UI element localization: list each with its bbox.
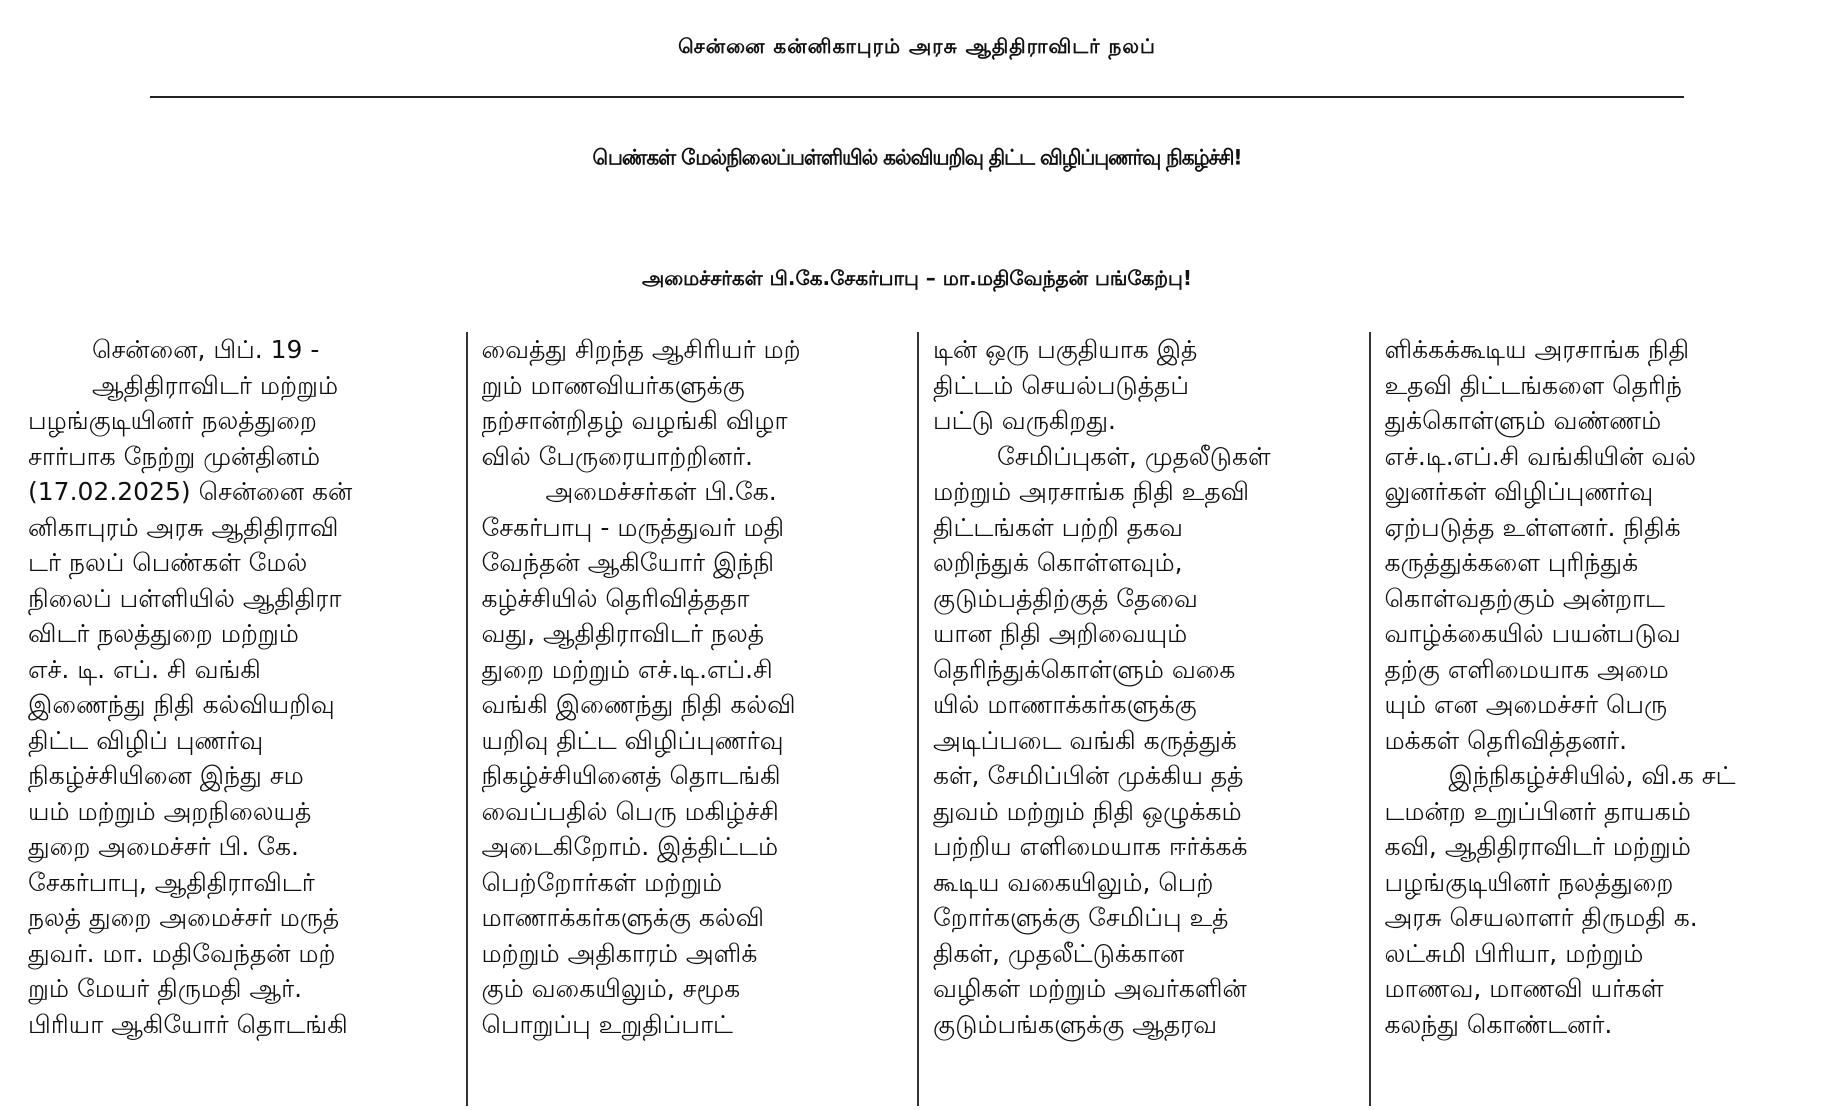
article-line: பழங்குடியினர் நலத்துறை xyxy=(28,406,317,435)
article-line: பழங்குடியினர் நலத்துறை xyxy=(1384,867,1674,897)
article-line: மாணவ, மாணவி யர்கள் xyxy=(1384,974,1664,1003)
article-line: நிகழ்ச்சியினை இந்து சம xyxy=(28,761,304,790)
article-line: துக்கொள்ளும் வண்ணம் xyxy=(1384,406,1662,435)
article-line: மற்றும் அரசாங்க நிதி உதவி xyxy=(933,477,1250,506)
article-line: குடும்பத்திற்குத் தேவை xyxy=(933,583,1198,613)
article-line: எச்.டி.எப்.சி வங்கியின் வல் xyxy=(1384,441,1697,471)
article-line: அடிப்படை வங்கி கருத்துக் xyxy=(933,725,1237,755)
article-column-2 xyxy=(466,332,918,1106)
article-line: வங்கி இணைந்து நிதி கல்வி xyxy=(481,690,796,719)
article-line: மக்கள் தெரிவித்தனர். xyxy=(1384,725,1628,755)
article-line: அமைச்சர்கள் பி.கே. xyxy=(545,477,777,506)
article-line: கும் வகையிலும், சமூக xyxy=(481,974,741,1003)
article-line: அடைகிறோம். இத்திட்டம் xyxy=(481,832,779,861)
article-line: நலத் துறை அமைச்சர் மருத் xyxy=(28,903,340,932)
article-line: குடும்பங்களுக்கு ஆதரவ xyxy=(933,1009,1217,1039)
article-line: வேந்தன் ஆகியோர் இந்நி xyxy=(481,548,775,577)
article-line: கலந்து கொண்டனர். xyxy=(1384,1009,1613,1039)
headline-line-2: பெண்கள் மேல்நிலைப்பள்ளியில் கல்வியறிவு திட்ட விழிப்புணர்வு நிகழ்ச்சி! xyxy=(592,144,1242,170)
article-line: சென்னை, பிப். 19 - xyxy=(92,335,320,364)
article-line: நிகழ்ச்சியினைத் தொடங்கி xyxy=(481,761,781,790)
article-line: அரசு செயலாளர் திருமதி க. xyxy=(1384,903,1698,932)
article-line: கூடிய வகையிலும், பெற் xyxy=(933,867,1214,897)
article-line: பிரியா ஆகியோர் தொடங்கி xyxy=(28,1009,348,1039)
article-line: கள், சேமிப்பின் முக்கிய தத் xyxy=(933,761,1244,790)
headline-line-1: சென்னை கன்னிகாபுரம் அரசு ஆதிதிராவிடர் நலப் xyxy=(678,34,1156,58)
article-line: (17.02.2025) சென்னை கன் xyxy=(28,477,353,506)
article-line: யில் மாணாக்கர்களுக்கு xyxy=(933,690,1197,719)
article-line: உதவி திட்டங்களை தெரிந் xyxy=(1384,370,1682,400)
article-line: நற்சான்றிதழ் வழங்கி விழா xyxy=(481,406,788,435)
article-line: யும் என அமைச்சர் பெரு xyxy=(1384,690,1668,719)
article-line: வழிகள் மற்றும் அவர்களின் xyxy=(933,974,1247,1003)
article-line: வைத்து சிறந்த ஆசிரியர் மற் xyxy=(481,335,801,364)
article-line: மாணாக்கர்களுக்கு கல்வி xyxy=(481,903,765,932)
article-line: தற்கு எளிமையாக அமை xyxy=(1384,654,1669,684)
article-line: சேகர்பாபு, ஆதிதிராவிடர் xyxy=(28,867,315,897)
article-line: கவி, ஆதிதிராவிடர் மற்றும் xyxy=(1384,832,1691,861)
article-line: மற்றும் அதிகாரம் அளிக் xyxy=(481,938,758,968)
article-line: விடர் நலத்துறை மற்றும் xyxy=(28,619,299,648)
article-line: சேகர்பாபு - மருத்துவர் மதி xyxy=(481,512,785,542)
article-column-3 xyxy=(917,332,1369,1106)
article-line: வது, ஆதிதிராவிடர் நலத் xyxy=(481,619,764,648)
article-line: யம் மற்றும் அறநிலையத் xyxy=(28,796,312,826)
article-line: தெரிந்துக்கொள்ளும் வகை xyxy=(933,654,1236,684)
article-line: லுனர்கள் விழிப்புணர்வு xyxy=(1384,477,1654,506)
headline-line-3: அமைச்சர்கள் பி.கே.சேகர்பாபு – மா.மதிவேந்தன் பங்கேற்பு! xyxy=(642,266,1192,290)
article-line: துவம் மற்றும் நிதி ஒழுக்கம் xyxy=(933,796,1242,826)
article-line: டின் ஒரு பகுதியாக இத் xyxy=(933,335,1198,364)
article-line: துறை அமைச்சர் பி. கே. xyxy=(28,832,299,861)
article-line: யறிவு திட்ட விழிப்புணர்வு xyxy=(481,725,784,755)
article-line: துவர். மா. மதிவேந்தன் மற் xyxy=(28,938,336,968)
article-line: நிலைப் பள்ளியில் ஆதிதிரா xyxy=(28,583,342,613)
article-line: யான நிதி அறிவையும் xyxy=(933,619,1188,648)
article-line: திகள், முதலீட்டுக்கான xyxy=(933,938,1185,968)
article-line: வாழ்க்கையில் பயன்படுவ xyxy=(1384,619,1681,648)
article-line: றும் மாணவியர்களுக்கு xyxy=(481,370,745,400)
article-line: சேமிப்புகள், முதலீடுகள் xyxy=(997,441,1271,471)
article-body xyxy=(14,332,1820,1106)
headline-divider xyxy=(150,96,1684,98)
article-line: பட்டு வருகிறது. xyxy=(933,406,1116,435)
article-line: டமன்ற உறுப்பினர் தாயகம் xyxy=(1384,796,1691,826)
article-line: இந்நிகழ்ச்சியில், வி.க சட் xyxy=(1448,761,1736,790)
article-line: துறை மற்றும் எச்.டி.எப்.சி xyxy=(481,654,773,684)
article-line: கழ்ச்சியில் தெரிவித்ததா xyxy=(481,583,750,613)
article-line: டர் நலப் பெண்கள் மேல் xyxy=(28,548,308,577)
article-line: பொறுப்பு உறுதிப்பாட் xyxy=(481,1009,733,1039)
article-line: இணைந்து நிதி கல்வியறிவு xyxy=(28,690,335,719)
article-line: ஏற்படுத்த உள்ளனர். நிதிக் xyxy=(1384,512,1681,542)
article-line: ஆதிதிராவிடர் மற்றும் xyxy=(92,370,339,400)
article-column-1 xyxy=(14,332,466,1106)
article-line: திட்டங்கள் பற்றி தகவ xyxy=(933,512,1183,542)
article-line: சார்பாக நேற்று முன்தினம் xyxy=(28,441,321,471)
article-line: வில் பேருரையாற்றினர். xyxy=(481,441,754,471)
article-line: ளிக்கக்கூடிய அரசாங்க நிதி xyxy=(1384,335,1690,364)
article-line: கொள்வதற்கும் அன்றாட xyxy=(1384,583,1665,613)
article-line: லறிந்துக் கொள்ளவும், xyxy=(933,548,1183,577)
article-line: றோர்களுக்கு சேமிப்பு உத் xyxy=(933,903,1229,932)
article-line: லட்சுமி பிரியா, மற்றும் xyxy=(1384,938,1644,968)
article-line: எச். டி. எப். சி வங்கி xyxy=(28,654,261,684)
article-line: திட்ட விழிப் புணர்வு xyxy=(28,725,264,755)
article-line: பெற்றோர்கள் மற்றும் xyxy=(481,867,723,897)
article-line: திட்டம் செயல்படுத்தப் xyxy=(933,370,1189,400)
article-line: றும் மேயர் திருமதி ஆர். xyxy=(28,974,303,1003)
article-line: பற்றிய எளிமையாக ஈர்க்கக் xyxy=(933,832,1248,861)
article-line: கருத்துக்களை புரிந்துக் xyxy=(1384,548,1639,577)
article-line: வைப்பதில் பெரு மகிழ்ச்சி xyxy=(481,796,779,826)
article-column-4 xyxy=(1369,332,1821,1106)
article-line: னிகாபுரம் அரசு ஆதிதிராவி xyxy=(28,512,339,542)
